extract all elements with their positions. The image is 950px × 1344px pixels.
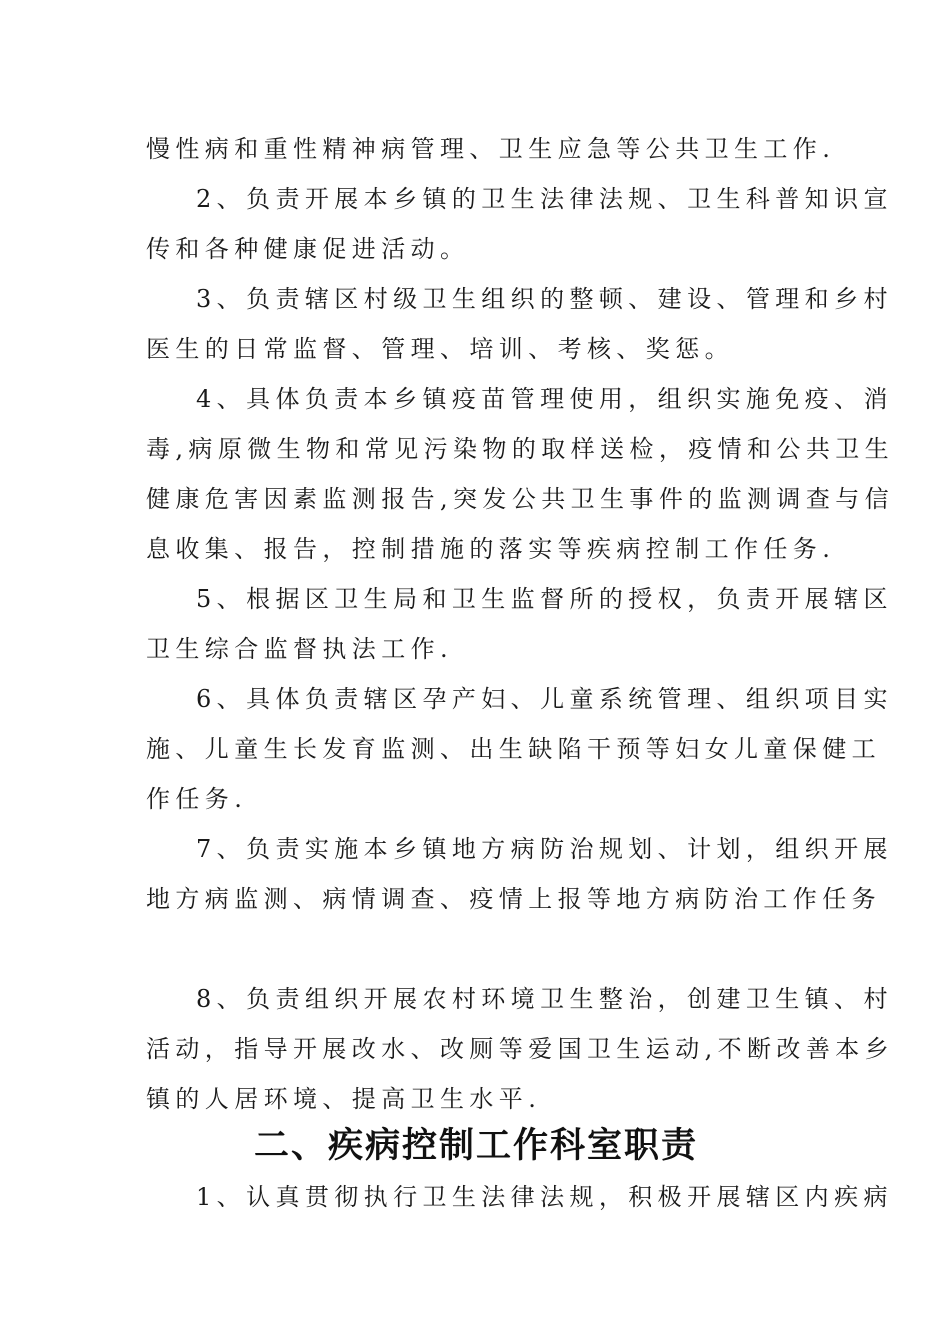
text-line: 毒,病原微生物和常见污染物的取样送检，疫情和公共卫生 [146, 435, 895, 463]
text-line: 地方病监测、病情调查、疫情上报等地方病防治工作任务 [146, 885, 881, 913]
text-line: 医生的日常监督、管理、培训、考核、奖惩。 [146, 335, 734, 363]
text-line: 镇的人居环境、提高卫生水平. [146, 1085, 542, 1113]
text-line: 慢性病和重性精神病管理、卫生应急等公共卫生工作. [146, 135, 836, 163]
text-line: 2、负责开展本乡镇的卫生法律法规、卫生科普知识宣 [196, 185, 893, 213]
text-line: 施、儿童生长发育监测、出生缺陷干预等妇女儿童保健工 [146, 735, 881, 763]
text-line: 6、具体负责辖区孕产妇、儿童系统管理、组织项目实 [196, 685, 893, 713]
text-line: 作任务. [146, 785, 248, 813]
text-line: 8、负责组织开展农村环境卫生整治，创建卫生镇、村 [196, 985, 893, 1013]
section-heading: 二、疾病控制工作科室职责 [253, 1126, 698, 1166]
text-line: 7、负责实施本乡镇地方病防治规划、计划，组织开展 [196, 835, 893, 863]
text-line: 传和各种健康促进活动。 [146, 235, 470, 263]
text-line: 1、认真贯彻执行卫生法律法规，积极开展辖区内疾病 [196, 1183, 893, 1211]
text-line: 卫生综合监督执法工作. [146, 635, 454, 663]
text-line: 活动，指导开展改水、改厕等爱国卫生运动,不断改善本乡 [146, 1035, 895, 1063]
text-line: 4、具体负责本乡镇疫苗管理使用，组织实施免疫、消 [196, 385, 893, 413]
text-line: 5、根据区卫生局和卫生监督所的授权，负责开展辖区 [196, 585, 893, 613]
text-line: 健康危害因素监测报告,突发公共卫生事件的监测调查与信 [146, 485, 895, 513]
text-line: 息收集、报告，控制措施的落实等疾病控制工作任务. [146, 535, 836, 563]
text-line: 3、负责辖区村级卫生组织的整顿、建设、管理和乡村 [196, 285, 893, 313]
